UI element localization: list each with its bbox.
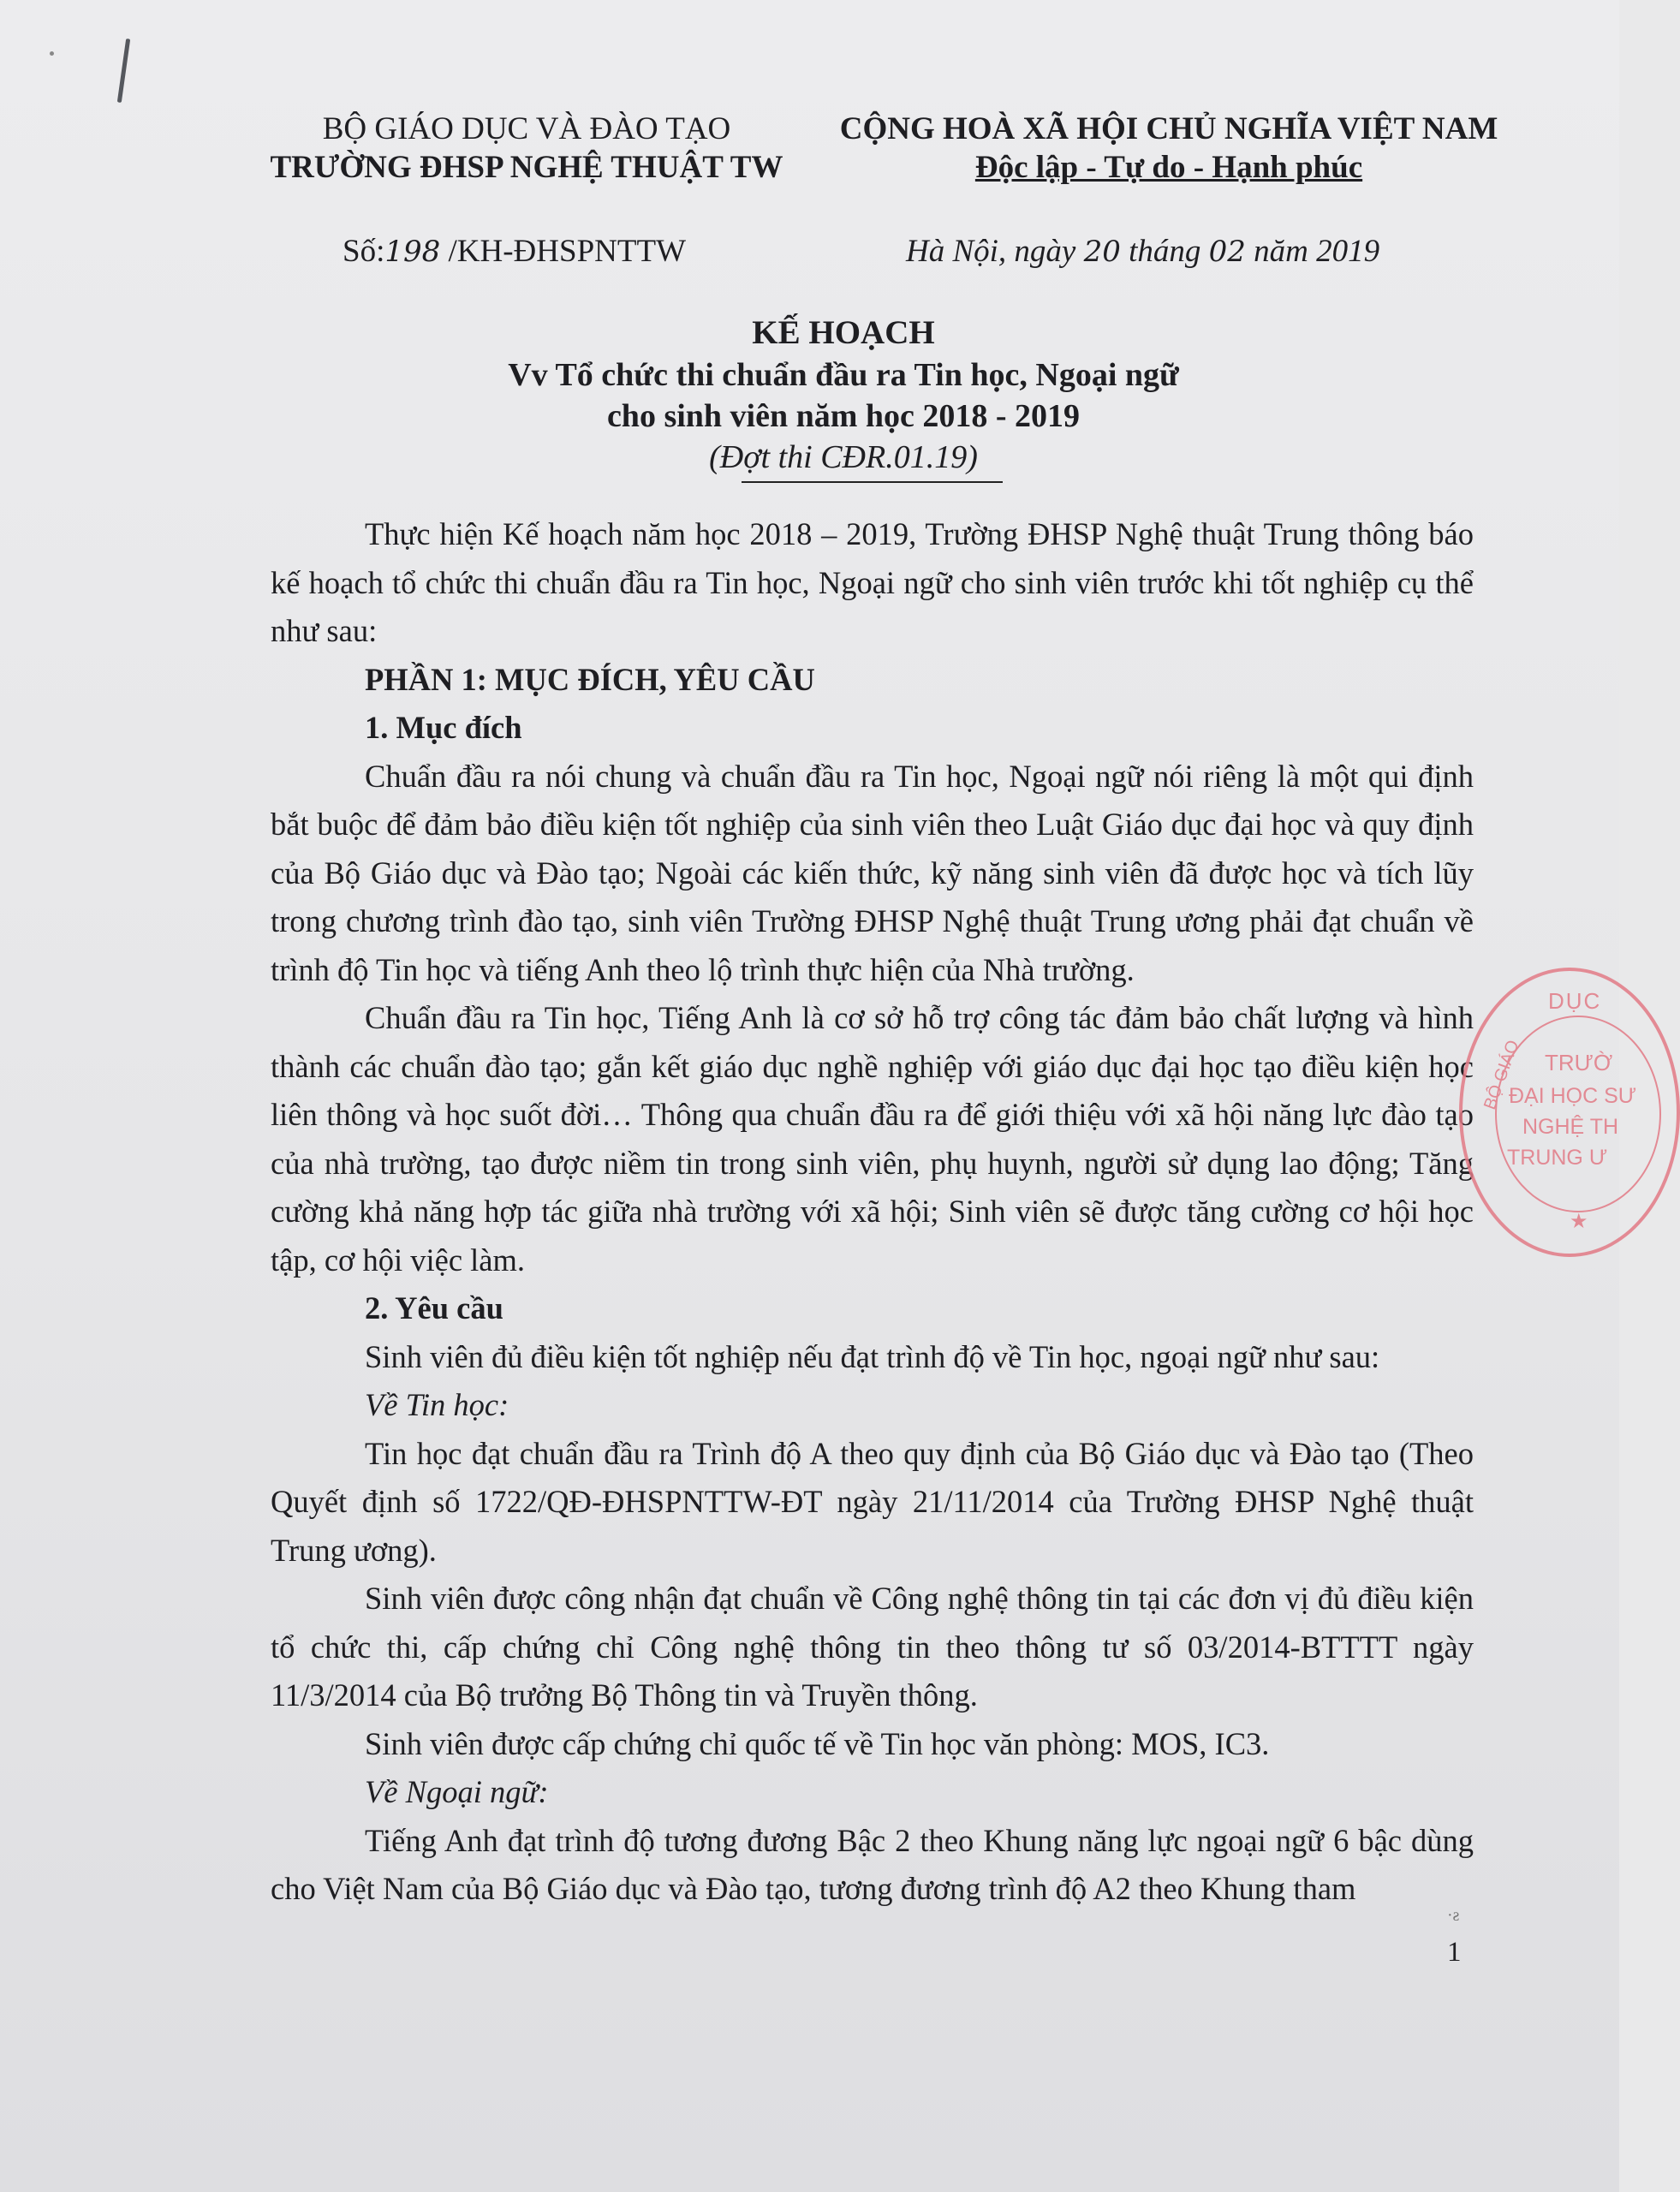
title-underline: [742, 481, 1003, 483]
purpose-paragraph-2: Chuẩn đầu ra Tin học, Tiếng Anh là cơ sở hỗ trợ công tác đảm bảo chất lượng và hình thành các chuẩn đào tạo; gắn kết giáo dục nghề nghiệp với giáo dục đại học tạo điều kiện học liên thông và học suốt đời… Thông qua chuẩn đầu ra để giới thiệu với xã hội năng lực đào tạo của nhà trường, tạo được niềm tin trong sinh viên, phụ huynh, người sử dụng lao động; Tăng cường khả năng hợp tác giữa nhà trường với xã hội; Sinh viên sẽ được tăng cường cơ hội học tập, cơ hội việc làm.: [271, 1000, 1474, 1278]
issuer-header: [270, 110, 783, 187]
title-subject: Vv Tổ chức thi chuẩn đầu ra Tin học, Ngoại ngữ: [508, 356, 1179, 393]
document-number: [343, 233, 686, 270]
seal-text-side: BỘ GIÁO: [1480, 1037, 1523, 1112]
number-prefix: Số:: [343, 234, 385, 269]
intro-paragraph: Thực hiện Kế hoạch năm học 2018 – 2019, Trường ĐHSP Nghệ thuật Trung thông báo kế hoạch tổ chức thi chuẩn đầu ra Tin học, Ngoại ngữ cho sinh viên trước khi tốt nghiệp cụ thể như sau:: [271, 516, 1474, 648]
it-paragraph-2: Sinh viên được công nhận đạt chuẩn về Công nghệ thông tin tại các đơn vị đủ điều kiện tổ chức thi, cấp chứng chỉ Công nghệ thông tin theo thông tư số 03/2014-BTTTT ngày 11/3/2014 của Bộ trưởng Bộ Thông tin và Truyền thông.: [271, 1581, 1474, 1712]
dot-mark: [50, 51, 54, 56]
seal-text-line1: TRƯỜ: [1545, 1050, 1613, 1075]
subheading-language: Về Ngoại ngữ:: [365, 1774, 549, 1809]
official-seal-stamp: [1459, 968, 1680, 1257]
seal-text-line3: NGHỆ TH: [1522, 1115, 1619, 1139]
section-heading-requirements: 2. Yêu cầu: [365, 1290, 503, 1325]
section-heading-purpose: 1. Mục đích: [365, 710, 522, 745]
seal-text-top: DỤC: [1548, 988, 1602, 1014]
national-header: [818, 110, 1520, 187]
seal-text-line2: ĐẠI HỌC SƯ: [1509, 1084, 1637, 1108]
language-paragraph: Tiếng Anh đạt trình độ tương đương Bậc 2 theo Khung năng lực ngoại ngữ 6 bậc dùng cho Việt Nam của Bộ Giáo dục và Đào tạo, tương đương trình độ A2 theo Khung tham: [271, 1822, 1474, 1906]
date-month: 02: [1208, 235, 1246, 269]
ministry-name: BỘ GIÁO DỤC VÀ ĐÀO TẠO: [322, 111, 731, 146]
school-name: TRƯỜNG ĐHSP NGHỆ THUẬT TW: [270, 150, 783, 186]
national-motto: Độc lập - Tự do - Hạnh phúc: [974, 150, 1363, 186]
page-number: 1: [1447, 1937, 1462, 1968]
pen-stroke-mark: [117, 39, 130, 103]
document-body: [271, 510, 1474, 1914]
part-heading: PHẦN 1: MỤC ĐÍCH, YÊU CẦU: [365, 661, 815, 697]
title-session: (Đợt thi CĐR.01.19): [709, 439, 978, 476]
it-paragraph-3: Sinh viên được cấp chứng chỉ quốc tế về Tin học văn phòng: MOS, IC3.: [365, 1725, 1270, 1761]
date-year: năm 2019: [1245, 234, 1380, 269]
title-audience: cho sinh viên năm học 2018 - 2019: [606, 397, 1081, 434]
requirements-intro: Sinh viên đủ điều kiện tốt nghiệp nếu đạt trình độ về Tin học, ngoại ngữ như sau:: [365, 1338, 1380, 1374]
number-suffix: /KH-ĐHSPNTTW: [440, 234, 686, 269]
country-name: CỘNG HOÀ XÃ HỘI CHỦ NGHĨA VIỆT NAM: [839, 111, 1498, 146]
seal-star-icon: ★: [1570, 1210, 1588, 1233]
document-title: [308, 312, 1379, 478]
date-day: 20: [1083, 235, 1121, 269]
date-place: Hà Nội, ngày: [906, 234, 1084, 269]
initial-mark: ·ƨ: [1447, 1906, 1460, 1925]
it-paragraph-1: Tin học đạt chuẩn đầu ra Trình độ A theo quy định của Bộ Giáo dục và Đào tạo (Theo Quyết định số 1722/QĐ-ĐHSPNTTW-ĐT ngày 21/11/2014 của Trường ĐHSP Nghệ thuật Trung ương).: [271, 1435, 1474, 1568]
title-main: KẾ HOẠCH: [752, 314, 935, 351]
date-month-label: tháng: [1120, 234, 1209, 269]
subheading-it: Về Tin học:: [365, 1387, 509, 1422]
dateline: [906, 233, 1379, 270]
purpose-paragraph-1: Chuẩn đầu ra nói chung và chuẩn đầu ra Tin học, Ngoại ngữ nói riêng là một qui định bắt buộc để đảm bảo điều kiện tốt nghiệp của sinh viên theo Luật Giáo dục đại học và quy định của Bộ Giáo dục và Đào tạo; Ngoài các kiến thức, kỹ năng sinh viên đã được học và tích lũy trong chương trình đào tạo, sinh viên Trường ĐHSP Nghệ thuật Trung ương phải đạt chuẩn về trình độ Tin học và tiếng Anh theo lộ trình thực hiện của Nhà trường.: [271, 758, 1474, 987]
seal-text-line4: TRUNG Ư: [1507, 1146, 1608, 1170]
number-handwritten: 198: [384, 235, 441, 269]
